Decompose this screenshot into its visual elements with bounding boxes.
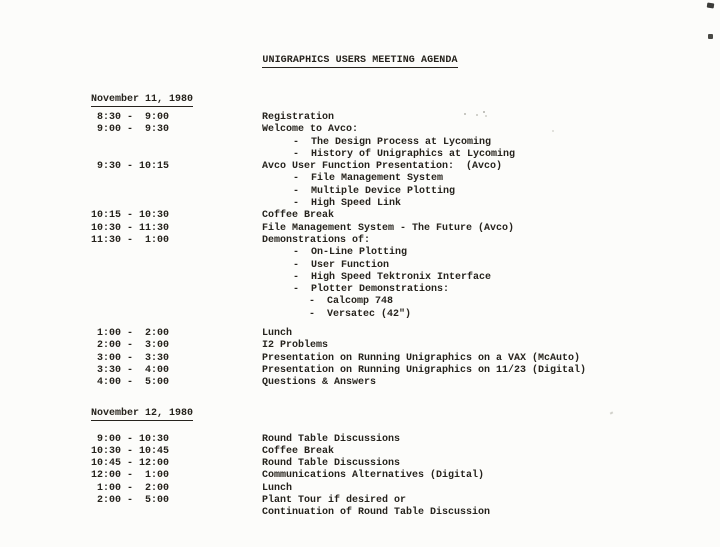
- day-rows: [91, 112, 710, 390]
- activity-text: Avco User Function Presentation: (Avco): [262, 161, 503, 173]
- activity-text: Lunch: [262, 482, 293, 494]
- agenda-row: [91, 495, 710, 507]
- agenda-row: [91, 161, 710, 173]
- scan-speck: [707, 3, 715, 9]
- activity-text: - History of Unigraphics at Lycoming: [293, 148, 516, 160]
- agenda-row: [91, 210, 710, 222]
- title-band: [0, 55, 720, 68]
- agenda-day-section: [91, 408, 710, 520]
- agenda-row: [91, 137, 710, 149]
- time-range: 10:30 - 10:45: [91, 445, 170, 457]
- activity-text: Round Table Discussions: [262, 433, 401, 445]
- time-range: 1:00 - 2:00: [91, 328, 170, 340]
- time-range: 11:30 - 1:00: [91, 234, 170, 246]
- activity-text: - The Design Process at Lycoming: [293, 136, 492, 148]
- activity-text: Round Table Discussions: [262, 458, 401, 470]
- agenda-row: [91, 284, 710, 296]
- agenda-row: [91, 247, 710, 259]
- activity-text: Coffee Break: [262, 445, 335, 457]
- agenda-row: [91, 235, 710, 247]
- time-range: 2:00 - 5:00: [91, 495, 170, 507]
- activity-text: - High Speed Tektronix Interface: [293, 271, 492, 283]
- time-range: 10:45 - 12:00: [91, 458, 170, 470]
- agenda-row: [91, 198, 710, 210]
- agenda-row: [91, 173, 710, 185]
- activity-text: - File Management System: [293, 173, 444, 185]
- time-range: 9:00 - 9:30: [91, 124, 170, 136]
- activity-text: Questions & Answers: [262, 377, 377, 389]
- activity-text: Coffee Break: [262, 210, 335, 222]
- agenda-sections: [91, 94, 710, 520]
- time-range: 8:30 - 9:00: [91, 112, 170, 123]
- time-range: 3:30 - 4:00: [91, 364, 170, 376]
- agenda-row: [91, 186, 710, 198]
- time-range: 9:00 - 10:30: [91, 433, 170, 445]
- day-date-heading: November 12, 1980: [91, 407, 194, 419]
- activity-text: Communications Alternatives (Digital): [262, 470, 485, 482]
- day-rows: [91, 434, 710, 520]
- activity-text: Registration: [262, 112, 335, 123]
- activity-text: I2 Problems: [262, 340, 329, 352]
- time-range: 1:00 - 2:00: [91, 482, 170, 494]
- activity-text: - Plotter Demonstrations:: [293, 284, 450, 296]
- activity-text: - Multiple Device Plotting: [293, 185, 456, 197]
- agenda-row: [91, 124, 710, 136]
- activity-text: - On-Line Plotting: [293, 247, 408, 259]
- time-range: 3:00 - 3:30: [91, 352, 170, 364]
- activity-text: Presentation on Running Unigraphics on 11/23 (Digital): [262, 364, 587, 376]
- activity-text: Demonstrations of:: [262, 234, 371, 246]
- time-range: 12:00 - 1:00: [91, 470, 170, 482]
- agenda-row: [91, 458, 710, 470]
- activity-text: Welcome to Avco:: [262, 124, 359, 136]
- agenda-row: [91, 340, 710, 352]
- agenda-row: [91, 470, 710, 482]
- document-title: UNIGRAPHICS USERS MEETING AGENDA: [262, 55, 458, 66]
- agenda-row: [91, 309, 710, 321]
- activity-text: - User Function: [293, 259, 390, 271]
- agenda-row: [91, 112, 710, 124]
- day-date-heading: November 11, 1980: [91, 94, 194, 105]
- agenda-row: [91, 328, 710, 340]
- agenda-row: [91, 223, 710, 235]
- time-range: 10:15 - 10:30: [91, 210, 170, 222]
- agenda-row: [91, 260, 710, 272]
- activity-text: Lunch: [262, 328, 293, 340]
- time-range: 4:00 - 5:00: [91, 377, 170, 389]
- agenda-row: [91, 272, 710, 284]
- agenda-day-section: [91, 94, 710, 390]
- agenda-row: [91, 365, 710, 377]
- activity-text: - Calcomp 748: [309, 296, 394, 308]
- agenda-row: [91, 149, 710, 161]
- activity-text: Continuation of Round Table Discussion: [262, 507, 491, 519]
- activity-text: - High Speed Link: [293, 198, 402, 210]
- agenda-row: [91, 507, 710, 519]
- activity-text: File Management System - The Future (Avco): [262, 222, 515, 234]
- agenda-row: [91, 434, 710, 446]
- activity-text: Plant Tour if desired or: [262, 495, 407, 507]
- agenda-row: [91, 483, 710, 495]
- time-range: 2:00 - 3:00: [91, 340, 170, 352]
- activity-text: Presentation on Running Unigraphics on a VAX (McAuto): [262, 352, 581, 364]
- time-range: 10:30 - 11:30: [91, 222, 170, 234]
- activity-text: - Versatec (42"): [309, 308, 412, 320]
- agenda-row: [91, 446, 710, 458]
- agenda-row: [91, 377, 710, 389]
- scan-speck: [708, 34, 713, 39]
- time-range: 9:30 - 10:15: [91, 161, 170, 173]
- agenda-row: [91, 353, 710, 365]
- agenda-row: [91, 296, 710, 308]
